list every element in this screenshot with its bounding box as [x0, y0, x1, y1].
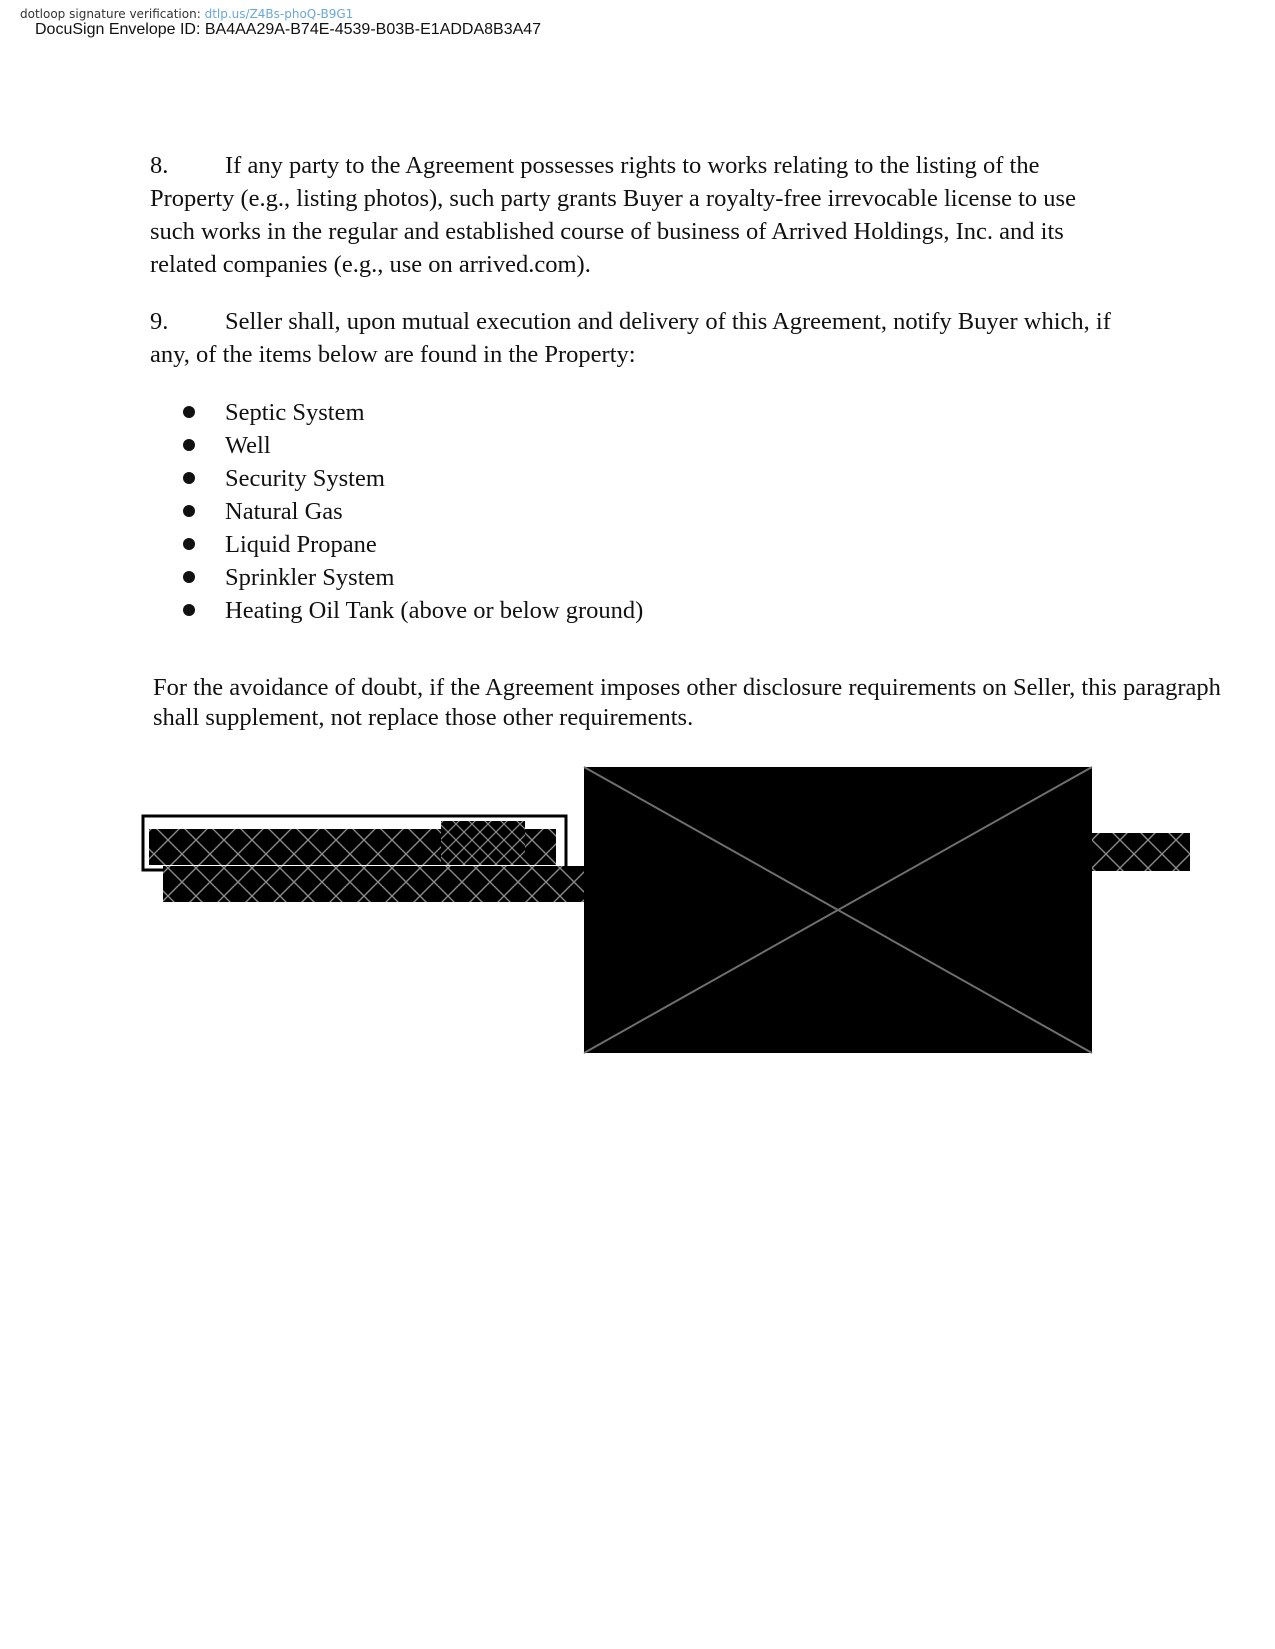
bullet-icon	[150, 396, 225, 429]
redaction-band-top	[149, 829, 556, 865]
bullet-icon	[150, 594, 225, 627]
bullet-icon	[150, 462, 225, 495]
list-item-label: Security System	[225, 465, 385, 492]
list-item-label: Heating Oil Tank (above or below ground)	[225, 597, 644, 624]
bullet-icon	[150, 429, 225, 462]
list-item-label: Well	[225, 432, 271, 459]
image-placeholder	[584, 767, 1092, 1053]
list-item	[150, 396, 643, 429]
bullet-icon	[150, 528, 225, 561]
placeholder-cross-line	[584, 767, 1092, 1053]
list-item-label: Liquid Propane	[225, 531, 377, 558]
paragraph-8	[150, 149, 1125, 281]
list-item	[150, 495, 643, 528]
redaction-band-bottom	[163, 866, 603, 902]
placeholder-cross-line	[584, 767, 1092, 1053]
list-item	[150, 429, 643, 462]
paragraph-9-number: 9.	[150, 308, 169, 335]
paragraph-8-text: If any party to the Agreement possesses rights to works relating to the listing of the Property (e.g., listing photos), such party grants Buyer a royalty-free irrevocable license to use such works in the regular and established course of business of Arrived Holdings, Inc. and its related companies (e.g., use on arrived.com).	[150, 152, 1076, 278]
paragraph-9-text: Seller shall, upon mutual execution and delivery of this Agreement, notify Buyer which, if any, of the items below are found in the Property:	[150, 308, 1111, 368]
bullet-icon	[150, 561, 225, 594]
signature-box-outline	[143, 816, 566, 870]
list-item	[150, 561, 643, 594]
paragraph-9	[150, 305, 1125, 371]
verification-label: dotloop signature verification:	[20, 7, 201, 21]
list-item-label: Natural Gas	[225, 498, 343, 525]
bullet-icon	[150, 495, 225, 528]
redaction-band-right	[1090, 833, 1190, 871]
list-item	[150, 462, 643, 495]
list-item-label: Septic System	[225, 399, 365, 426]
avoidance-paragraph: For the avoidance of doubt, if the Agreement imposes other disclosure requirements on Seller, this paragraph shall supplement, not replace those other requirements.	[153, 674, 1221, 731]
list-item-label: Sprinkler System	[225, 564, 395, 591]
envelope-id: DocuSign Envelope ID: BA4AA29A-B74E-4539-B03B-E1ADDA8B3A47	[35, 21, 542, 38]
paragraph-8-number: 8.	[150, 152, 169, 179]
signature-verification-line	[20, 7, 353, 21]
redaction-patch	[441, 821, 525, 865]
list-item	[150, 528, 643, 561]
list-item	[150, 594, 643, 627]
verification-link[interactable]: dtlp.us/Z4Bs-phoQ-B9G1	[204, 7, 354, 21]
property-items-list	[150, 396, 643, 627]
